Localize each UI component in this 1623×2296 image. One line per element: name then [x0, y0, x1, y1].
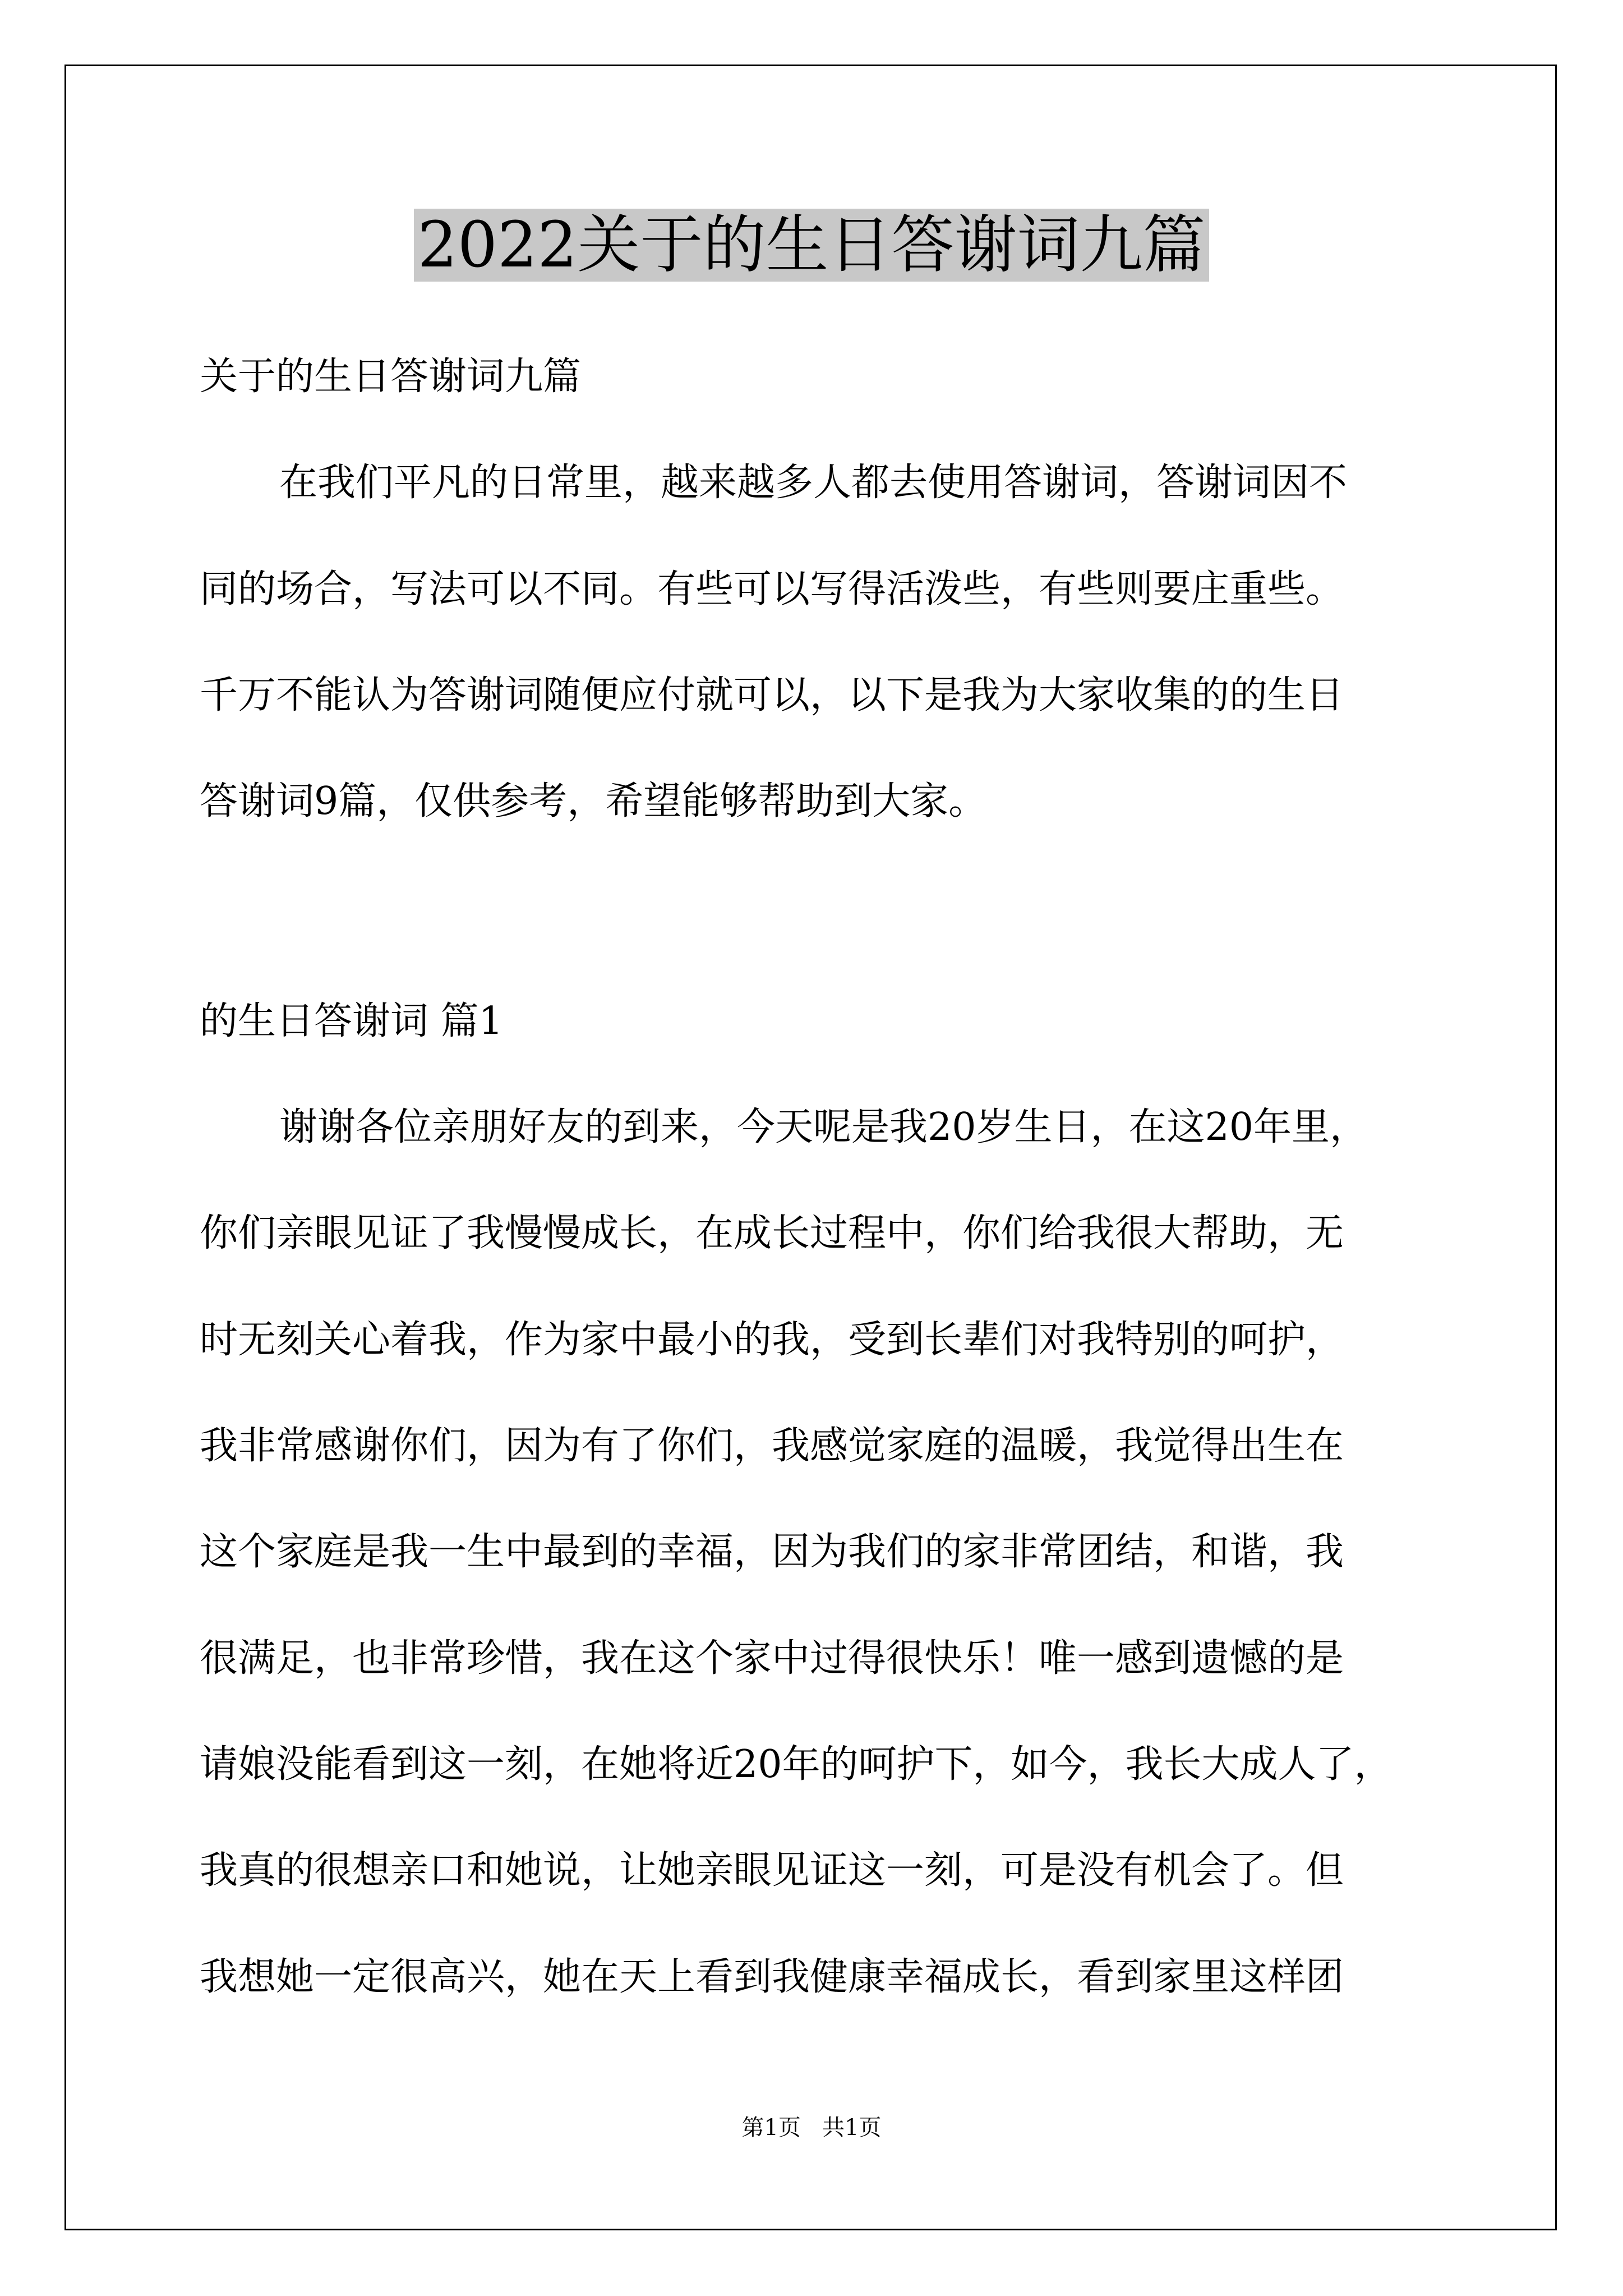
section-line-1: 谢谢各位亲朋好友的到来，今天呢是我20岁生日，在这20年里， — [279, 1105, 1368, 1149]
section-line-2: 你们亲眼见证了我慢慢成长，在成长过程中，你们给我很大帮助，无 — [200, 1211, 1344, 1255]
section-line-4: 我非常感谢你们，因为有了你们，我感觉家庭的温暖，我觉得出生在 — [200, 1424, 1344, 1468]
section-line-7: 请娘没能看到这一刻，在她将近20年的呵护下，如今，我长大成人了， — [200, 1742, 1393, 1787]
section-heading: 的生日答谢词 篇1 — [200, 999, 503, 1043]
section-line-6: 很满足，也非常珍惜，我在这个家中过得很快乐！唯一感到遗憾的是 — [200, 1636, 1344, 1681]
section-line-3: 时无刻关心着我，作为家中最小的我，受到长辈们对我特别的呵护， — [200, 1318, 1344, 1362]
section-line-5: 这个家庭是我一生中最到的幸福，因为我们的家非常团结，和谐，我 — [200, 1530, 1344, 1574]
document-title — [0, 203, 1623, 287]
intro-line-4: 答谢词9篇，仅供参考，希望能够帮助到大家。 — [200, 779, 987, 823]
section-line-8: 我真的很想亲口和她说，让她亲眼见证这一刻，可是没有机会了。但 — [200, 1848, 1344, 1893]
document-subtitle: 关于的生日答谢词九篇 — [200, 355, 582, 399]
section-line-9: 我想她一定很高兴，她在天上看到我健康幸福成长，看到家里这样团 — [200, 1955, 1344, 1999]
page-footer: 第1页 共1页 — [741, 2115, 882, 2141]
title-text: 2022关于的生日答谢词九篇 — [414, 209, 1209, 282]
intro-line-1: 在我们平凡的日常里，越来越多人都去使用答谢词，答谢词因不 — [279, 461, 1348, 505]
intro-line-3: 千万不能认为答谢词随便应付就可以，以下是我为大家收集的的生日 — [200, 673, 1344, 717]
intro-line-2: 同的场合，写法可以不同。有些可以写得活泼些，有些则要庄重些。 — [200, 567, 1344, 611]
